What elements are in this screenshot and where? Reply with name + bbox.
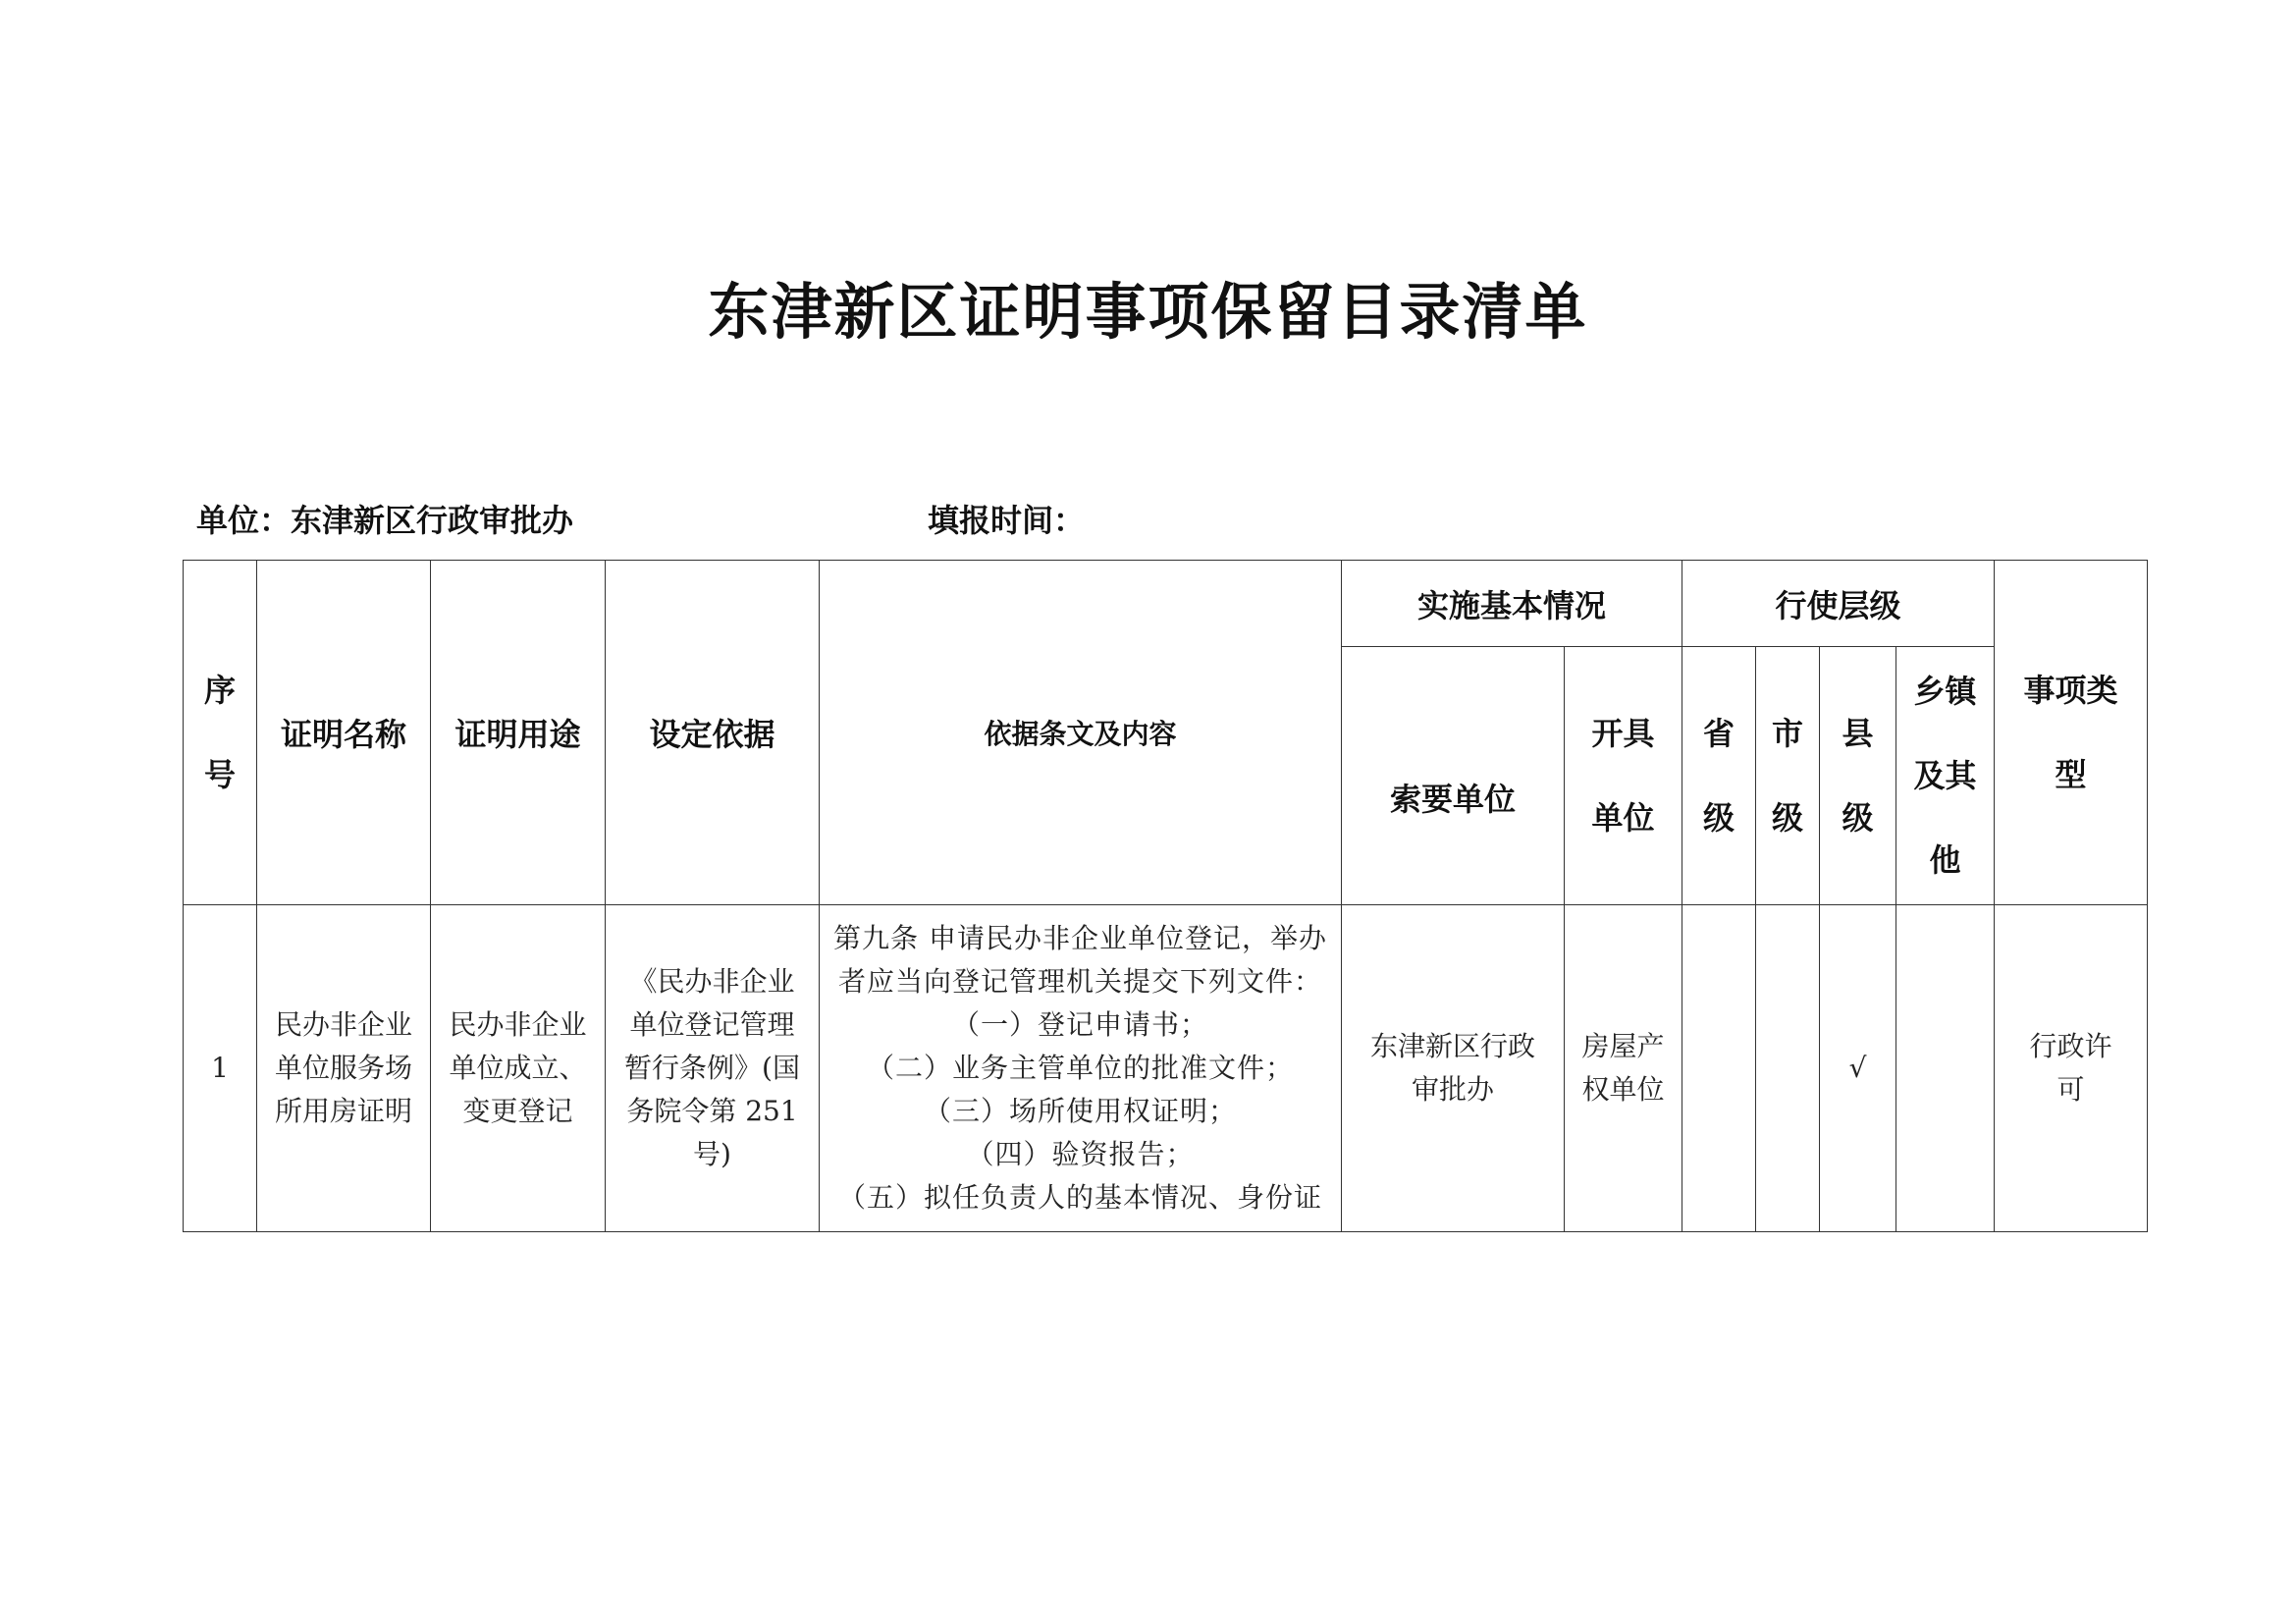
- fill-date-label: 填报时间：: [928, 502, 1086, 539]
- cell-city: [1756, 905, 1820, 1232]
- header-level-group: 行使层级: [1682, 561, 1995, 647]
- header-town-line-3: 他: [1929, 841, 1961, 879]
- header-level-city: [1756, 647, 1820, 905]
- cell-basis: [606, 905, 820, 1232]
- clause-line-1: 第九条 申请民办非企业单位登记，举办: [833, 922, 1327, 954]
- header-requesting-unit: 索要单位: [1342, 647, 1565, 905]
- cell-cert-name: [257, 905, 431, 1232]
- header-basis: 设定依据: [606, 561, 820, 905]
- page-title: 东津新区证明事项保留目录清单: [708, 276, 1588, 348]
- header-clause: 依据条文及内容: [820, 561, 1342, 905]
- clause-line-4: （二）业务主管单位的批准文件；: [866, 1052, 1294, 1084]
- header-seq-line-1: 序: [203, 672, 236, 709]
- cert-use-line-3: 变更登记: [462, 1095, 573, 1127]
- clause-line-2: 者应当向登记管理机关提交下列文件：: [837, 965, 1322, 998]
- issuing-unit-line-2: 权单位: [1581, 1073, 1665, 1106]
- header-seq-line-2: 号: [203, 756, 236, 793]
- cert-use-line-1: 民办非企业: [449, 1008, 587, 1041]
- cell-province: [1682, 905, 1756, 1232]
- cell-requesting-unit: [1342, 905, 1565, 1232]
- clause-line-5: （三）场所使用权证明；: [923, 1095, 1237, 1127]
- cell-cert-use: [431, 905, 606, 1232]
- header-seq: [184, 561, 257, 905]
- header-city-line-2: 级: [1772, 799, 1804, 837]
- cert-name-line-3: 所用房证明: [274, 1095, 412, 1127]
- basis-line-5: 号): [693, 1138, 731, 1170]
- cert-name-line-2: 单位服务场: [274, 1052, 412, 1084]
- basis-line-1: 《民办非企业: [629, 965, 795, 998]
- header-level-town: [1896, 647, 1995, 905]
- cell-issuing-unit: [1565, 905, 1682, 1232]
- header-cert-use: 证明用途: [431, 561, 606, 905]
- cell-seq: 1: [184, 905, 257, 1232]
- header-town-line-1: 乡镇: [1913, 673, 1977, 710]
- header-item-type: [1995, 561, 2148, 905]
- basis-line-4: 务院令第 251: [626, 1095, 798, 1127]
- header-item-type-line-2: 型: [2055, 756, 2087, 793]
- header-impl-group: 实施基本情况: [1342, 561, 1682, 647]
- header-county-line-2: 级: [1842, 799, 1874, 837]
- table-row: [184, 905, 2148, 1232]
- item-type-line-1: 行政许: [2029, 1030, 2112, 1062]
- issuing-unit-line-1: 房屋产: [1581, 1030, 1665, 1062]
- header-province-line-2: 级: [1703, 799, 1735, 837]
- header-county-line-1: 县: [1842, 715, 1874, 752]
- header-issuing-line-1: 开具: [1591, 715, 1655, 752]
- cell-county-checkmark: √: [1820, 905, 1896, 1232]
- header-item-type-line-1: 事项类: [2023, 672, 2118, 709]
- clause-line-3: （一）登记申请书；: [951, 1008, 1208, 1041]
- cert-name-line-1: 民办非企业: [274, 1008, 412, 1041]
- header-issuing-unit: [1565, 647, 1682, 905]
- cert-use-line-2: 单位成立、: [449, 1052, 587, 1084]
- header-city-line-1: 市: [1772, 715, 1804, 752]
- header-province-line-1: 省: [1703, 715, 1735, 752]
- cell-town: [1896, 905, 1995, 1232]
- cell-item-type: [1995, 905, 2148, 1232]
- requesting-unit-line-1: 东津新区行政: [1369, 1030, 1535, 1062]
- cell-clause: [820, 905, 1342, 1232]
- retained-items-table: [183, 560, 2148, 1232]
- clause-line-7: （五）拟任负责人的基本情况、身份证: [837, 1181, 1322, 1214]
- item-type-line-2: 可: [2056, 1073, 2085, 1106]
- header-town-line-2: 及其: [1913, 757, 1977, 794]
- clause-line-6: （四）验资报告；: [966, 1138, 1195, 1170]
- header-level-province: [1682, 647, 1756, 905]
- basis-line-2: 单位登记管理: [629, 1008, 795, 1041]
- header-cert-name: 证明名称: [257, 561, 431, 905]
- requesting-unit-line-2: 审批办: [1411, 1073, 1494, 1106]
- header-row-1: [184, 561, 2148, 647]
- unit-label: 单位：东津新区行政审批办: [196, 502, 574, 539]
- basis-line-3: 暂行条例》(国: [624, 1052, 800, 1084]
- header-issuing-line-2: 单位: [1591, 799, 1655, 837]
- header-level-county: [1820, 647, 1896, 905]
